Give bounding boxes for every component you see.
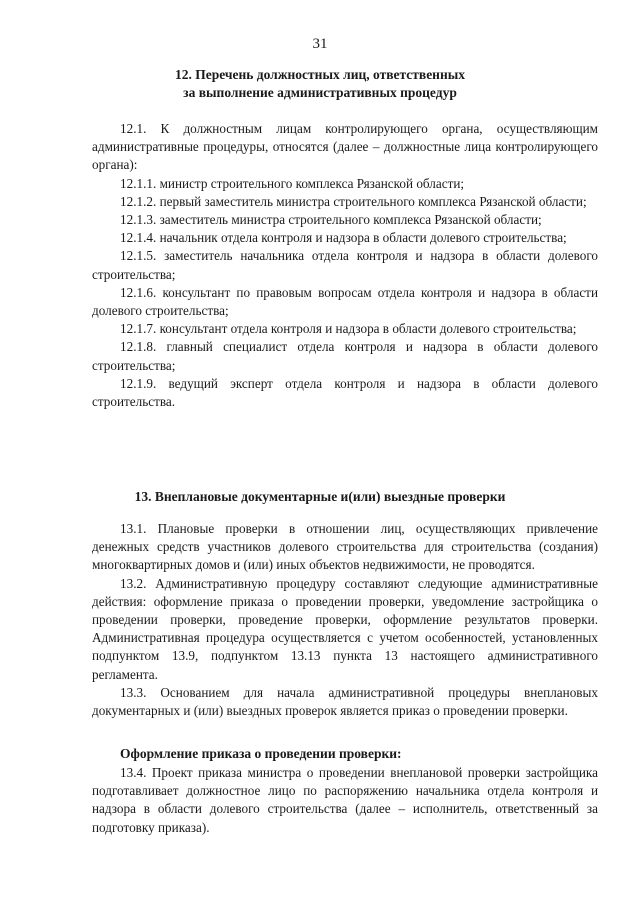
paragraph-12-1-1: 12.1.1. министр строительного комплекса Рязанской области; — [120, 175, 465, 191]
paragraph-13-1: 13.1. Плановые проверки в отношении лиц, осуществляющих привлечение денежных средств участников долевого строительства для строительства (создания) многоквартирных домов и (или) иных объектов недвижимости, не проводятся. — [92, 521, 598, 573]
section-13-list — [92, 520, 598, 720]
paragraph-12-1-4: 12.1.4. начальник отдела контроля и надзора в области долевого строительства; — [120, 230, 567, 246]
paragraph-12-1-9: 12.1.9. ведущий эксперт отдела контроля и надзора в области долевого строительства. — [92, 375, 598, 410]
paragraph-12-1-6: 12.1.6. консультант по правовым вопросам отдела контроля и надзора в области долевого строительства; — [92, 284, 598, 319]
paragraph-12-1-3: 12.1.3. заместитель министра строительного комплекса Рязанской области; — [120, 212, 542, 228]
paragraph-13-3: 13.3. Основанием для начала административной процедуры внеплановых документарных и (или) выездных проверок является приказ о проведении проверки. — [92, 684, 598, 719]
paragraph-12-1: 12.1. К должностным лицам контролирующего органа, осуществляющим административные процедуры, относятся (далее – должностные лица контролирующего органа): — [92, 121, 598, 173]
paragraph-12-1-8: 12.1.8. главный специалист отдела контроля и надзора в области долевого строительства; — [92, 339, 598, 373]
subheading-order: Оформление приказа о проведении проверки: — [120, 746, 402, 761]
paragraph-12-1-7: 12.1.7. консультант отдела контроля и надзора в области долевого строительства; — [120, 321, 577, 337]
section-12-title-line-2: за выполнение административных процедур — [183, 85, 457, 100]
section-13-title: 13. Внеплановые документарные и(или) выездные проверки — [134, 489, 506, 504]
paragraph-12-1-2: 12.1.2. первый заместитель министра строительного комплекса Рязанской области; — [120, 193, 587, 209]
paragraph-12-1-5: 12.1.5. заместитель начальника отдела контроля и надзора в области долевого строительства; — [92, 248, 598, 282]
paragraph-13-4: 13.4. Проект приказа министра о проведении внеплановой проверки застройщика подготавливает должностное лицо по распоряжению начальника отдела контроля и надзора в области долевого строительства (далее – исполнитель, ответственный за подготовку приказа). — [92, 765, 598, 835]
section-12-list — [92, 120, 598, 411]
section-13-list-2 — [92, 764, 598, 837]
page-number: 31 — [312, 36, 328, 52]
section-12-title-line-1: 12. Перечень должностных лиц, ответственных — [174, 67, 466, 82]
paragraph-13-2: 13.2. Административную процедуру составляют следующие административные действия: оформление приказа о проведении проверки, уведомление застройщика о проведении проверки, проведение проверки, оформление результатов проверки. Административная процедура осуществляется с учетом особенностей, установленных подпунктом 13.9, подпунктом 13.13 пункта 13 настоящего административного регламента. — [92, 575, 598, 682]
